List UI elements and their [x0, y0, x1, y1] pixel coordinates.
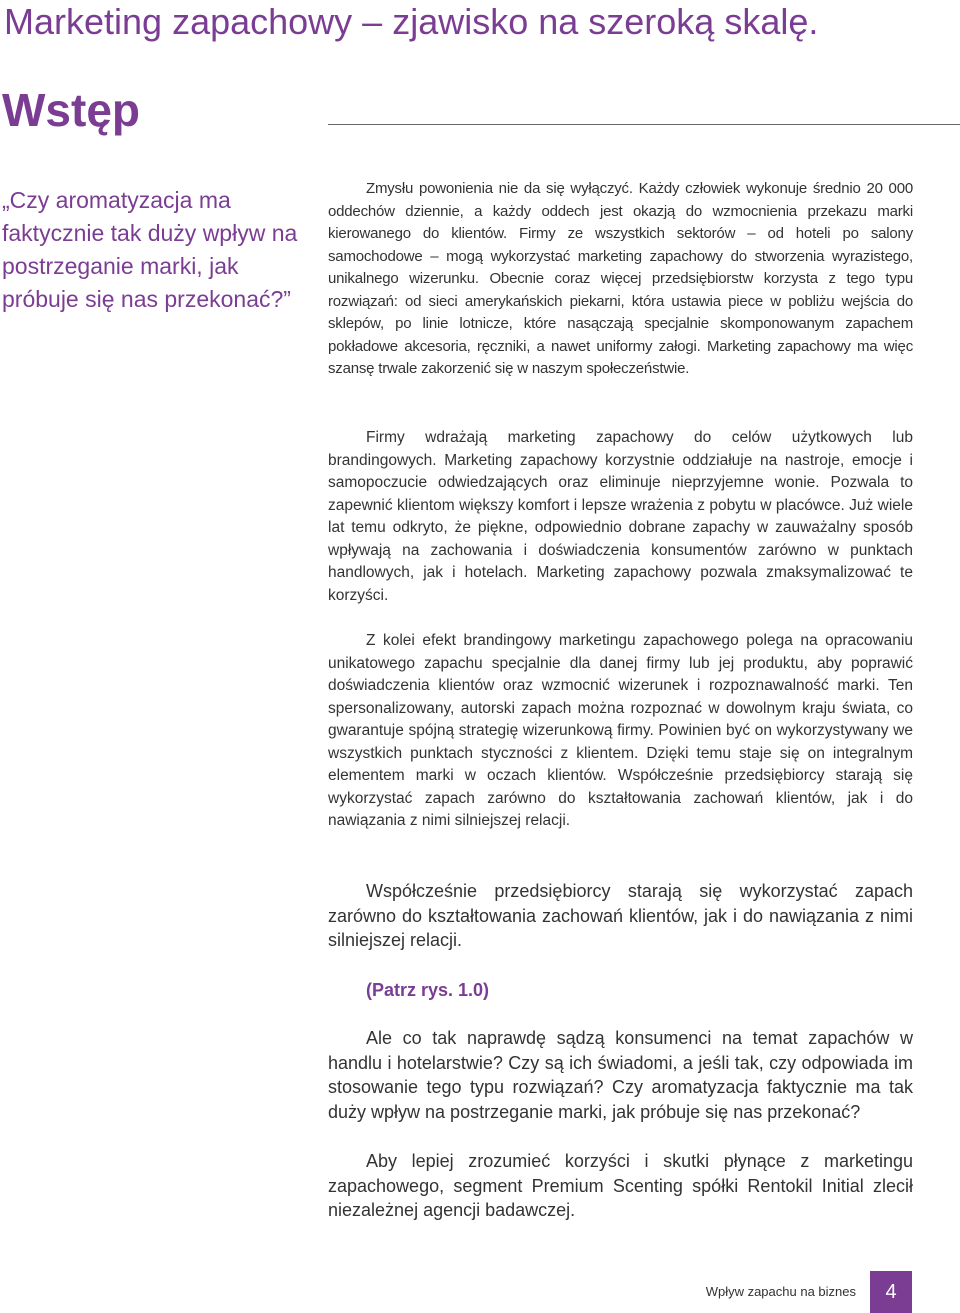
- footer-title: Wpływ zapachu na biznes: [705, 1284, 856, 1299]
- body-paragraph-2: Firmy wdrażają marketing zapachowy do celów użytkowych lub brandingowych. Marketing zapachowy korzystnie oddziałuje na nastroje, emocje i samopoczucie odwiedzających oraz eliminuje nieprzyjemne wonie. Pozwala to zapewnić klientom większy komfort i lepsze wrażenia z pobytu w placówce. Już wiele lat temu odkryto, że piękne, odpowiednio dobrane zapachy w zauważalny sposób wpływają na zachowania i doświadczenia konsumentów zarówno w punktach handlowych, jak i hotelach. Marketing zapachowy pozwala zmaksymalizować te korzyści.: [328, 429, 913, 604]
- page-number-badge: [870, 1271, 912, 1313]
- body-paragraph-4: Współcześnie przedsiębiorcy starają się wykorzystać zapach zarówno do kształtowania zachowań klientów, jak i do nawiązania z nimi silniejszej relacji.: [328, 881, 913, 950]
- page-number: 4: [885, 1280, 897, 1303]
- section-heading: Wstęp: [2, 84, 140, 136]
- body-paragraph-1: Zmysłu powonienia nie da się wyłączyć. Każdy człowiek wykonuje średnio 20 000 oddechów dziennie, a każdy oddech jest okazją do wzmocnienia przekazu marki kierowanego do klientów. Firmy ze wszystkich sektorów – od hoteli po salony samochodowe – mogą wykorzystać marketing zapachowy do stworzenia wyrazistego, unikalnego wizerunku. Obecnie coraz więcej przedsiębiorstw korzysta z tego typu rozwiązań: od sieci amerykańskich piekarni, która ustawia piece w pobliżu wejścia do sklepów, po linie lotnicze, które nasączają specjalnie skomponowanym zapachem pokładowe akcesoria, ręczniki, a nawet uniformy załogi. Marketing zapachowy ma więc szansę trwale zakorzenić się w naszym społeczeństwie.: [328, 180, 913, 377]
- body-paragraph-5: Ale co tak naprawdę sądzą konsumenci na temat zapachów w handlu i hotelarstwie? Czy są ich świadomi, a jeśli tak, czy odpowiada im stosowanie tego typu rozwiązań? Czy aromatyzacja faktycznie ma tak duży wpływ na postrzeganie marki, jak próbuje się nas przekonać?: [328, 1028, 913, 1122]
- heading-rule-divider: [328, 124, 960, 125]
- body-paragraph-6: Aby lepiej zrozumieć korzyści i skutki płynące z marketingu zapachowego, segment Premium Scenting spółki Rentokil Initial zlecił niezależnej agencji badawczej.: [328, 1151, 913, 1220]
- body-paragraph-3: Z kolei efekt brandingowy marketingu zapachowego polega na opracowaniu unikatowego zapachu specjalnie dla danej firmy lub jej produktu, aby poprawić doświadczenia klientów oraz wzmocnić wizerunek i rozpoznawalność marki. Ten spersonalizowany, autorski zapach można rozpoznać w dowolnym kraju świata, co gwarantuje spójną strategię wizerunkową firmy. Powinien być on wykorzystywany we wszystkich punktach styczności z klientem. Dzięki temu staje się on integralnym elementem marki w oczach klientów. Współcześnie przedsiębiorcy starają się wykorzystać zapach zarówno do kształtowania zachowań klientów, jak i do nawiązania z nimi silniejszej relacji.: [328, 632, 913, 829]
- figure-reference: (Patrz rys. 1.0): [366, 980, 490, 1000]
- document-header-title: Marketing zapachowy – zjawisko na szeroką skalę.: [4, 1, 819, 42]
- pull-quote: „Czy aromatyzacja ma faktycznie tak duży wpływ na postrzeganie marki, jak próbuje się nas przekonać?”: [2, 187, 298, 312]
